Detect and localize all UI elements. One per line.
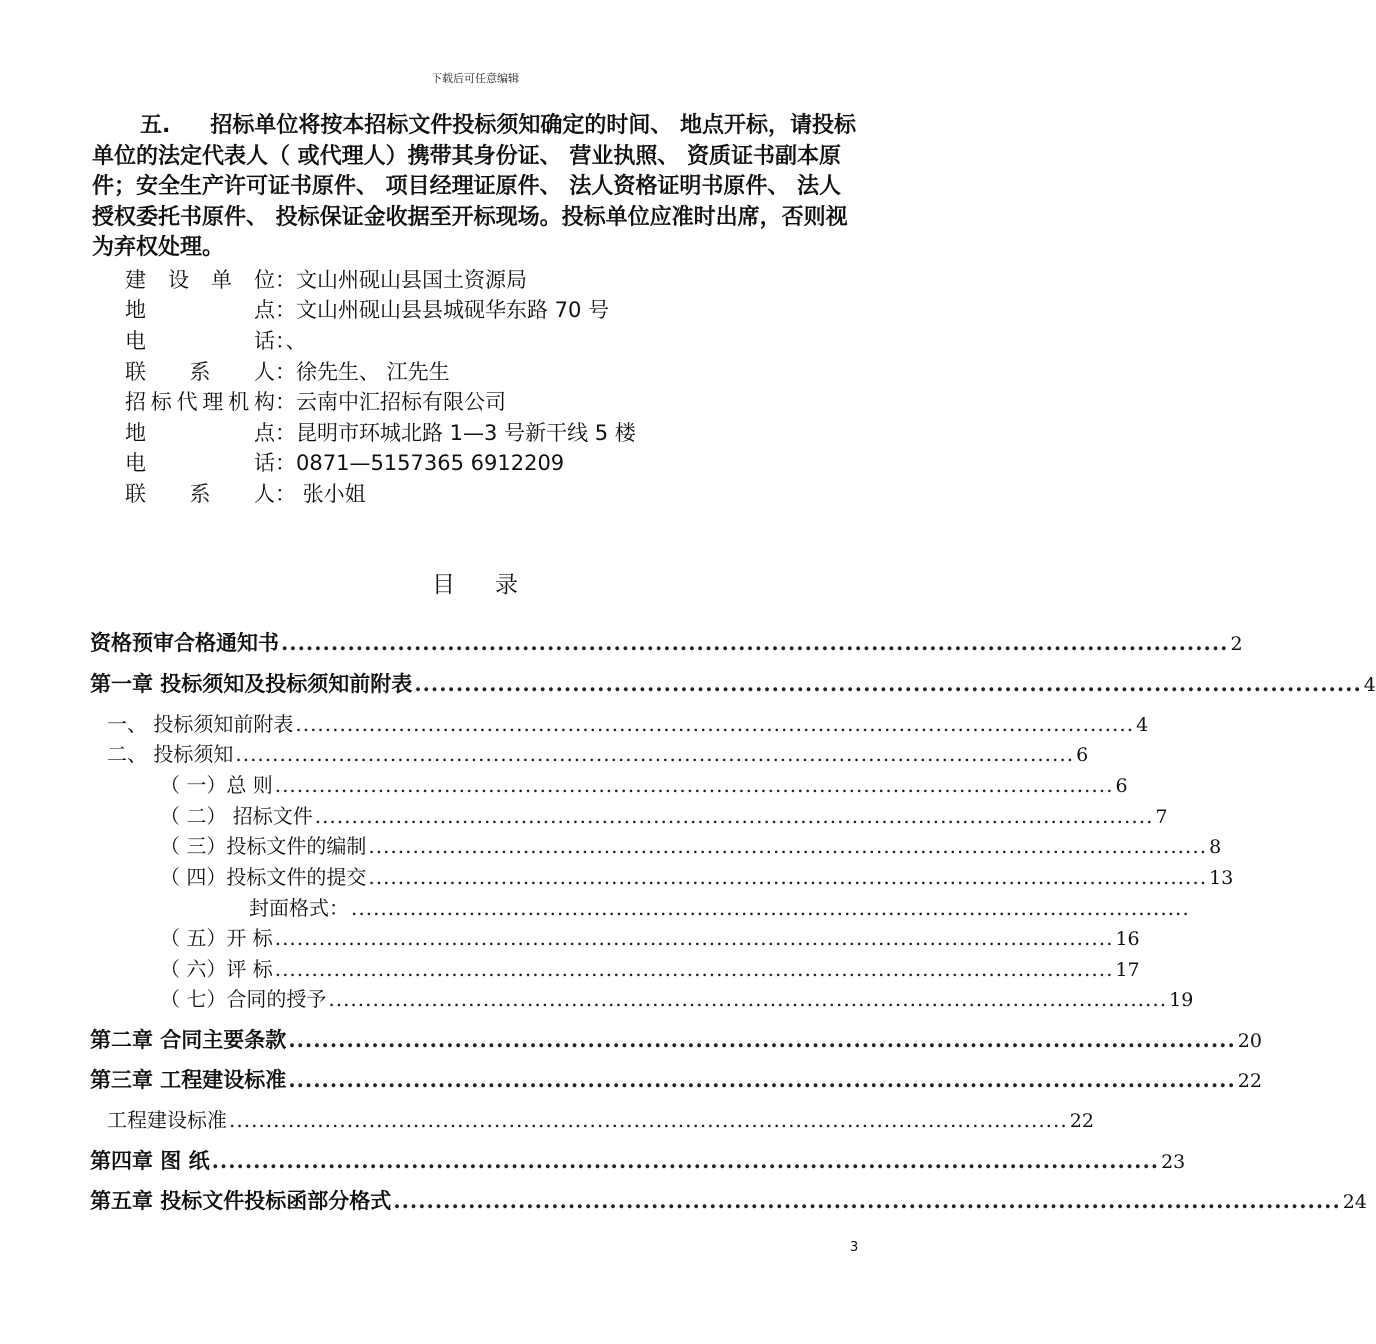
toc-entry-page: 2 (1230, 633, 1243, 655)
toc-entry-title: （ 五）开 标 (160, 926, 273, 950)
toc-entry-page: 4 (1136, 714, 1149, 736)
toc-entry[interactable] (107, 738, 1089, 768)
toc-entry-title: 第五章 投标文件投标函部分格式 (90, 1189, 392, 1213)
toc-entry[interactable] (107, 1104, 1094, 1134)
info-value: 徐先生、 江先生 (296, 360, 450, 384)
toc-entry-title: （ 三）投标文件的编制 (160, 834, 367, 858)
toc-entry-page: 19 (1169, 989, 1194, 1011)
toc-entry[interactable] (90, 627, 1243, 657)
toc-entry[interactable] (107, 708, 1149, 738)
paragraph-prefix: 五. (140, 113, 171, 138)
toc-leader: .................................................................................................................. (229, 1108, 1068, 1132)
toc-leader: .................................................................................................................. (368, 865, 1208, 889)
info-row: 联系人：徐先生、 江先生 (125, 357, 450, 387)
toc-entry[interactable] (90, 1185, 1367, 1215)
info-value: 昆明市环城北路 1—3 号新干线 5 楼 (296, 421, 636, 445)
toc-entry[interactable] (90, 1024, 1262, 1054)
info-row: 地点：昆明市环城北路 1—3 号新干线 5 楼 (125, 418, 636, 448)
info-row: 建设单位：文山州砚山县国土资源局 (125, 265, 527, 295)
toc-entry-page: 17 (1115, 959, 1140, 981)
info-row: 电话：、 (125, 326, 307, 356)
info-value: 张小姐 (296, 482, 366, 506)
toc-entry-page: 4 (1363, 674, 1376, 696)
toc-entry-page: 6 (1115, 775, 1128, 797)
toc-entry[interactable] (90, 1145, 1186, 1175)
toc-entry[interactable] (160, 769, 1128, 799)
info-label: 建设单位 (125, 268, 275, 292)
toc-leader: .................................................................................................................. (414, 671, 1362, 696)
toc-entry-page: 16 (1115, 928, 1140, 950)
toc-entry-page: 24 (1342, 1191, 1367, 1213)
toc-entry[interactable] (160, 830, 1222, 860)
toc-entry-page: 23 (1161, 1151, 1186, 1173)
page-header: 下载后可任意编辑 (431, 72, 519, 85)
paragraph-text: 招标单位将按本招标文件投标须知确定的时间、 地点开标，请投标单位的法定代表人（ 或代理人）携带其身份证、 营业执照、 资质证书副本原件；安全生产许可证书原件、 项目经理证原件、 法人资格证明书原件、 法人授权委托书原件、 投标保证金收据至开标现场。投标单位应准时出席，否则视为弃权处理。 (92, 113, 857, 260)
info-row: 联系人： 张小姐 (125, 479, 366, 509)
info-value: 、 (285, 329, 307, 353)
toc-leader: .................................................................................................................. (368, 834, 1208, 858)
toc-entry[interactable] (90, 1064, 1262, 1094)
toc-entry-title: 第一章 投标须知及投标须知前附表 (90, 672, 413, 696)
toc-entry-title: （ 一）总 则 (160, 773, 273, 797)
toc-entry-page: 6 (1076, 744, 1089, 766)
toc-entry-page: 8 (1209, 836, 1222, 858)
toc-entry[interactable] (249, 892, 1190, 922)
toc-leader: .................................................................................................................. (393, 1188, 1341, 1213)
info-row: 电话：0871—5157365 6912209 (125, 448, 564, 478)
page-number: 3 (850, 1240, 859, 1255)
toc-entry-title: 第四章 图 纸 (90, 1149, 210, 1173)
toc-leader: .................................................................................................................. (295, 712, 1135, 736)
toc-leader: .................................................................................................................. (211, 1148, 1160, 1173)
toc-entry-title: 资格预审合格通知书 (90, 631, 279, 655)
toc-entry-title: （ 四）投标文件的提交 (160, 865, 367, 889)
toc-entry[interactable] (160, 983, 1194, 1013)
info-label: 联系人 (125, 482, 275, 506)
toc-entry-title: 二、 投标须知 (107, 742, 234, 766)
toc-leader: .................................................................................................................. (235, 742, 1075, 766)
toc-entry[interactable] (90, 668, 1376, 698)
toc-entry-title: （ 六）评 标 (160, 957, 273, 981)
info-label: 地点 (125, 421, 275, 445)
toc-leader: .................................................................................................................. (274, 926, 1114, 950)
toc-entry-title: （ 二） 招标文件 (160, 804, 313, 828)
toc-entry-title: 第三章 工程建设标准 (90, 1068, 287, 1092)
info-label: 地点 (125, 298, 275, 322)
toc-entry[interactable] (160, 861, 1234, 891)
toc-entry[interactable] (160, 953, 1140, 983)
toc-entry-title: 封面格式： (249, 896, 349, 920)
info-label: 电话 (125, 329, 275, 353)
info-label: 招标代理机构 (125, 390, 275, 414)
toc-entry-page: 22 (1237, 1070, 1262, 1092)
info-row: 地点：文山州砚山县县城砚华东路 70 号 (125, 295, 609, 325)
notice-paragraph (92, 111, 860, 264)
toc-entry-page: 20 (1237, 1030, 1262, 1052)
info-value: 云南中汇招标有限公司 (296, 390, 506, 414)
toc-entry[interactable] (160, 800, 1168, 830)
toc-entry-page: 13 (1209, 867, 1234, 889)
toc-entry[interactable] (160, 922, 1140, 952)
toc-leader: .................................................................................................................. (274, 773, 1114, 797)
toc-entry-title: 第二章 合同主要条款 (90, 1028, 287, 1052)
info-label: 联系人 (125, 360, 275, 384)
toc-leader: .................................................................................................................. (328, 987, 1168, 1011)
toc-entry-title: 工程建设标准 (107, 1108, 227, 1132)
toc-leader: .................................................................................................................. (274, 957, 1114, 981)
toc-entry-title: （ 七）合同的授予 (160, 987, 327, 1011)
info-value: 文山州砚山县县城砚华东路 70 号 (296, 298, 610, 322)
toc-entry-page: 7 (1155, 806, 1168, 828)
toc-leader: .................................................................................................................. (288, 1067, 1236, 1092)
toc-entry-page: 22 (1069, 1110, 1094, 1132)
info-label: 电话 (125, 451, 275, 475)
toc-leader: .................................................................................................................. (281, 630, 1229, 655)
toc-leader: .................................................................................................................. (314, 804, 1154, 828)
toc-leader: .................................................................................................................. (351, 896, 1190, 920)
info-value: 0871—5157365 6912209 (296, 451, 565, 475)
toc-leader: .................................................................................................................. (288, 1027, 1236, 1052)
info-value: 文山州砚山县国土资源局 (296, 268, 527, 292)
toc-entry-title: 一、 投标须知前附表 (107, 712, 294, 736)
info-row: 招标代理机构：云南中汇招标有限公司 (125, 387, 506, 417)
toc-title: 目录 (432, 572, 558, 598)
